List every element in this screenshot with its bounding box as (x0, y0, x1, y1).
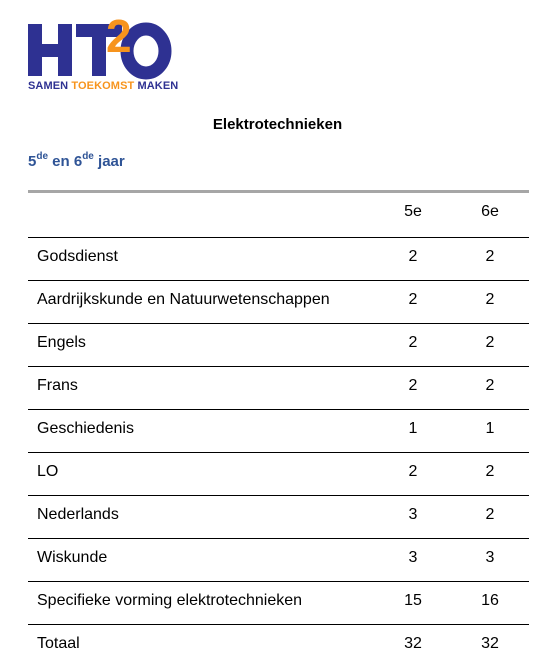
hours-6e: 2 (485, 506, 495, 523)
tagline-samen: SAMEN (28, 80, 69, 92)
hours-5e: 2 (408, 463, 418, 480)
table-row (28, 496, 529, 539)
hours-5e: 2 (408, 334, 418, 351)
table-row (28, 453, 529, 496)
hours-6e: 2 (485, 291, 495, 308)
hours-5e: 2 (408, 248, 418, 265)
subject-name: Aardrijkskunde en Natuurwetenschappen (37, 291, 330, 308)
tagline-toekomst: TOEKOMST (71, 80, 135, 92)
hours-6e: 3 (485, 549, 495, 566)
subtitle-mid: en 6 (48, 153, 83, 170)
subject-name: Engels (37, 334, 86, 351)
table-row (28, 539, 529, 582)
hours-5e: 15 (404, 592, 422, 609)
total-label: Totaal (37, 635, 80, 652)
hours-6e: 2 (485, 463, 495, 480)
hours-5e: 2 (408, 377, 418, 394)
total-5e: 32 (404, 635, 422, 652)
subject-name: Godsdienst (37, 248, 118, 265)
logo-digit: 2 (106, 10, 132, 62)
table-row (28, 410, 529, 453)
table-row (28, 238, 529, 281)
logo-tagline (28, 80, 178, 92)
hours-5e: 2 (408, 291, 418, 308)
table-total-row (28, 625, 529, 667)
subject-name: Specifieke vorming elektrotechnieken (37, 592, 303, 609)
subject-name: Wiskunde (37, 549, 108, 566)
hours-table (28, 190, 529, 667)
total-6e: 32 (481, 635, 499, 652)
table-row (28, 281, 529, 324)
table-header-row (28, 193, 529, 238)
subtitle-sup-1: de (36, 151, 49, 162)
hours-6e: 1 (485, 420, 495, 437)
subject-name: LO (37, 463, 59, 480)
hours-6e: 2 (485, 248, 495, 265)
hours-6e: 16 (481, 592, 499, 609)
table-row (28, 324, 529, 367)
table-row (28, 582, 529, 625)
ht2o-logo-mark (28, 10, 173, 82)
header-6e: 6e (481, 203, 499, 220)
hours-5e: 3 (408, 549, 418, 566)
subject-name: Frans (37, 377, 78, 394)
table-row (28, 367, 529, 410)
document-title: Elektrotechnieken (212, 116, 343, 133)
subject-name: Geschiedenis (37, 420, 134, 437)
subtitle-5: 5 (28, 153, 37, 170)
tagline-maken: MAKEN (137, 80, 179, 92)
hours-5e: 3 (408, 506, 418, 523)
subtitle-sup-2: de (82, 151, 94, 162)
subtitle-end: jaar (93, 153, 125, 170)
hours-5e: 1 (408, 420, 418, 437)
subject-name: Nederlands (37, 506, 119, 523)
document-subtitle (28, 153, 125, 170)
header-5e: 5e (404, 203, 422, 220)
hours-6e: 2 (485, 334, 495, 351)
hours-6e: 2 (485, 377, 495, 394)
